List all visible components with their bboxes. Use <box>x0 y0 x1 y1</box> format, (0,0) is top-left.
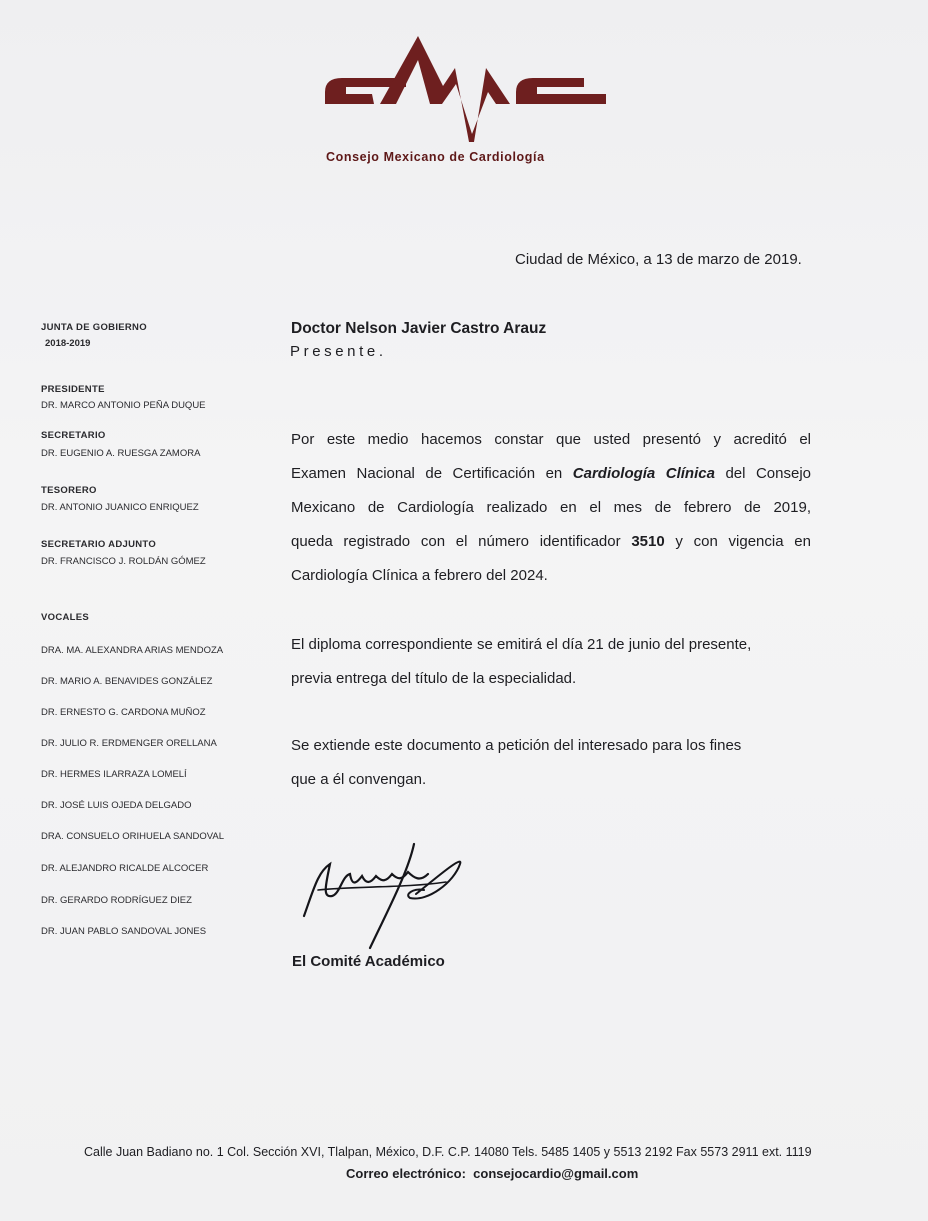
footer-address: Calle Juan Badiano no. 1 Col. Sección XVI, Tlalpan, México, D.F. C.P. 14080 Tels. 5485 1405 y 5513 2192 Fax 5573 2911 ext. 1119 <box>84 1145 812 1159</box>
name-secretario: DR. EUGENIO A. RUESGA ZAMORA <box>41 448 201 459</box>
vocal-name: DRA. CONSUELO ORIHUELA SANDOVAL <box>41 831 225 842</box>
body-line: El diploma correspondiente se emitirá el día 21 de junio del presente, <box>291 636 752 653</box>
logo-heartbeat-m <box>380 36 510 142</box>
vocal-name: DR. ALEJANDRO RICALDE ALCOCER <box>41 863 209 874</box>
recipient-name: Doctor Nelson Javier Castro Arauz <box>291 320 547 337</box>
vocales-title: VOCALES <box>41 612 90 623</box>
email-label: Correo electrónico: <box>346 1166 466 1181</box>
email-address: consejocardio@gmail.com <box>473 1166 639 1181</box>
letter-date: Ciudad de México, a 13 de marzo de 2019. <box>515 251 802 268</box>
vocal-name: DR. JULIO R. ERDMENGER ORELLANA <box>41 738 217 749</box>
signatory-label: El Comité Académico <box>292 953 445 970</box>
vocal-name: DR. MARIO A. BENAVIDES GONZÁLEZ <box>41 676 213 687</box>
name-presidente: DR. MARCO ANTONIO PEÑA DUQUE <box>41 400 206 411</box>
body-line: Mexicano de Cardiología realizado en el mes de febrero de 2019, <box>291 499 811 516</box>
vocal-name: DR. ERNESTO G. CARDONA MUÑOZ <box>41 707 206 718</box>
body-line: que a él convengan. <box>291 771 427 788</box>
specialty-name: Cardiología Clínica <box>572 465 715 482</box>
body-line: previa entrega del título de la especialidad. <box>291 670 577 687</box>
logo-right-c <box>516 78 606 104</box>
vocal-name: DR. JUAN PABLO SANDOVAL JONES <box>41 926 207 937</box>
vocal-name: DR. HERMES ILARRAZA LOMELÍ <box>41 769 187 780</box>
identifier-number: 3510 <box>631 533 665 550</box>
name-tesorero: DR. ANTONIO JUANICO ENRIQUEZ <box>41 502 199 513</box>
vocal-name: DRA. MA. ALEXANDRA ARIAS MENDOZA <box>41 645 224 656</box>
vocal-name: DR. GERARDO RODRÍGUEZ DIEZ <box>41 895 192 906</box>
body-paragraph-2 <box>291 628 811 696</box>
board-title: JUNTA DE GOBIERNO <box>41 322 147 333</box>
vocal-name: DR. JOSÉ LUIS OJEDA DELGADO <box>41 800 192 811</box>
greeting: Presente. <box>290 343 387 360</box>
cmc-logo-mark <box>322 34 612 144</box>
body-line: Se extiende este documento a petición del interesado para los fines <box>291 737 742 754</box>
role-presidente: PRESIDENTE <box>41 384 105 395</box>
role-tesorero: TESORERO <box>41 485 97 496</box>
role-secretario: SECRETARIO <box>41 430 106 441</box>
body-line: Por este medio hacemos constar que usted presentó y acreditó el <box>291 431 811 448</box>
organization-name: Consejo Mexicano de Cardiología <box>326 150 545 164</box>
name-secretario-adjunto: DR. FRANCISCO J. ROLDÁN GÓMEZ <box>41 556 206 567</box>
body-line: Examen Nacional de Certificación en Cardiología Clínica del Consejo <box>291 465 811 482</box>
footer-email <box>346 1166 638 1181</box>
body-paragraph-1 <box>291 423 811 593</box>
handwritten-signature <box>296 836 468 952</box>
body-paragraph-3 <box>291 729 811 797</box>
role-secretario-adjunto: SECRETARIO ADJUNTO <box>41 539 157 550</box>
body-line: queda registrado con el número identificador 3510 y con vigencia en <box>291 533 811 550</box>
board-period: 2018-2019 <box>45 338 91 349</box>
body-line: Cardiología Clínica a febrero del 2024. <box>291 567 548 584</box>
letterhead-logo <box>322 34 612 164</box>
